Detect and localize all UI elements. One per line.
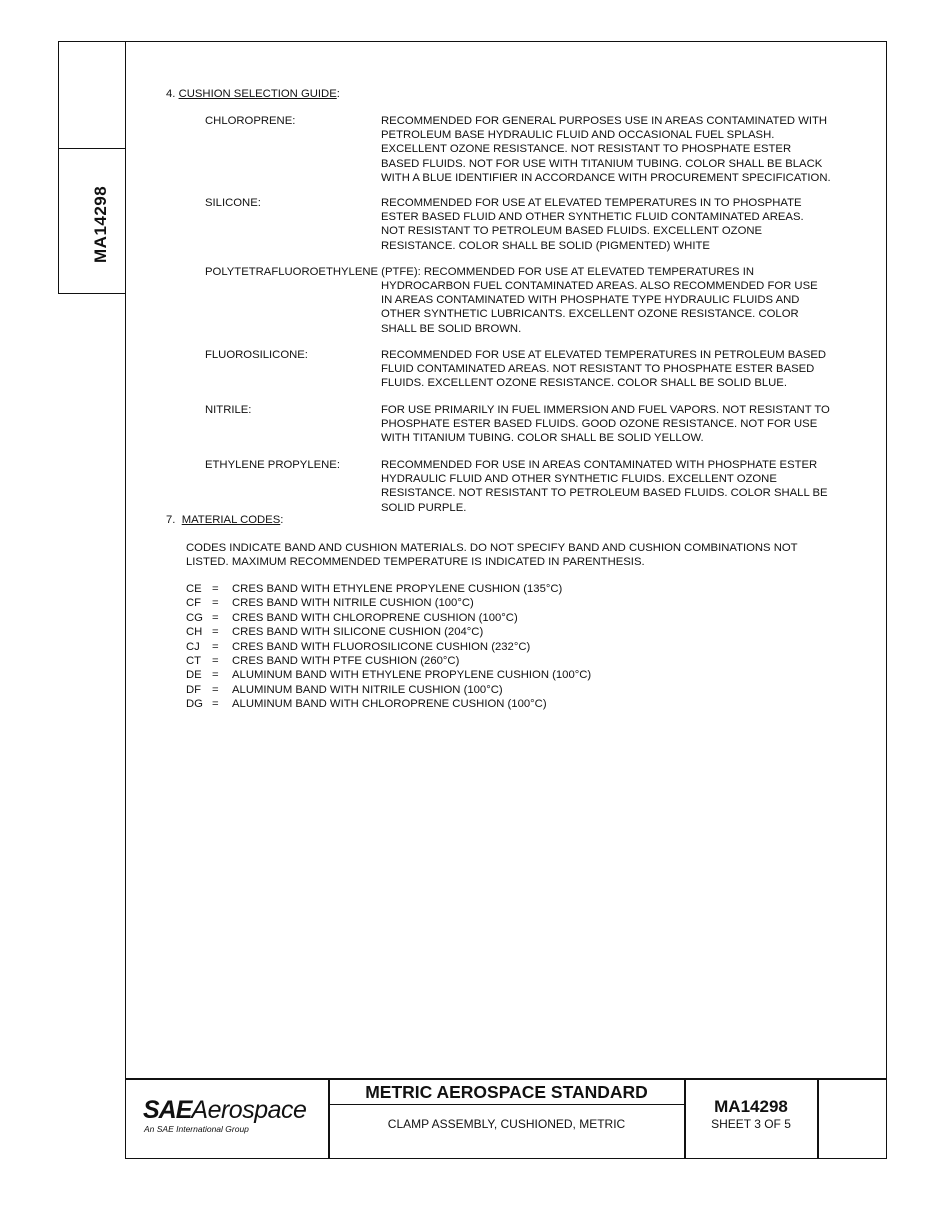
desc-line: SHALL BE SOLID BROWN.: [381, 322, 522, 335]
code-row: [186, 697, 591, 711]
section-7-number: 7.: [166, 514, 176, 526]
desc-line: FLUIDS. EXCELLENT OZONE RESISTANCE. COLOR SHALL BE SOLID BLUE.: [381, 377, 787, 390]
section-7-intro: [186, 541, 798, 569]
footer-top-rule: [125, 1078, 887, 1080]
intro-line: CODES INDICATE BAND AND CUSHION MATERIALS. DO NOT SPECIFY BAND AND CUSHION COMBINATIONS NOT: [186, 542, 798, 554]
desc-line: RECOMMENDED FOR GENERAL PURPOSES USE IN AREAS CONTAMINATED WITH: [381, 115, 828, 127]
code-row: [186, 683, 591, 697]
material-label-chloroprene: CHLOROPRENE:: [205, 115, 296, 127]
desc-line: RECOMMENDED FOR USE AT ELEVATED TEMPERATURES IN TO PHOSPHATE: [381, 197, 802, 209]
code-desc: CRES BAND WITH NITRILE CUSHION (100°C): [232, 597, 474, 610]
material-label-fluorosilicone: FLUOROSILICONE:: [205, 349, 308, 361]
section-7-title: MATERIAL CODES: [181, 514, 281, 526]
material-label-ethylene-propylene: ETHYLENE PROPYLENE:: [205, 459, 340, 471]
code: CF: [186, 597, 202, 610]
desc-line: RECOMMENDED FOR USE IN AREAS CONTAMINATED WITH PHOSPHATE ESTER: [381, 459, 818, 471]
code-row: [186, 625, 591, 639]
material-desc-silicone: [381, 196, 856, 253]
code-desc: ALUMINUM BAND WITH CHLOROPRENE CUSHION (100°C): [232, 698, 547, 711]
code-equals: =: [212, 683, 219, 696]
code-desc: CRES BAND WITH FLUOROSILICONE CUSHION (232°C): [232, 640, 531, 653]
section-4-heading: [166, 87, 340, 101]
code-desc: CRES BAND WITH PTFE CUSHION (260°C): [232, 655, 460, 668]
section-4-title: CUSHION SELECTION GUIDE: [178, 88, 337, 100]
desc-line: HYDROCARBON FUEL CONTAMINATED AREAS. ALSO RECOMMENDED FOR USE: [381, 280, 818, 292]
code-row: [186, 596, 591, 610]
document-title: CLAMP ASSEMBLY, CUSHIONED, METRIC: [387, 1117, 626, 1131]
desc-line: RESISTANCE. NOT RESISTANT TO PETROLEUM BASED FLUIDS. COLOR SHALL BE: [381, 487, 828, 500]
code-equals: =: [212, 655, 219, 668]
standard-title: METRIC AEROSPACE STANDARD: [365, 1082, 648, 1102]
code: CG: [186, 611, 203, 624]
desc-line: OTHER SYNTHETIC LUBRICANTS. EXCELLENT OZONE RESISTANCE. COLOR: [381, 308, 799, 321]
desc-line: PHOSPHATE ESTER BASED FLUIDS. GOOD OZONE RESISTANCE. NOT FOR USE: [381, 418, 818, 431]
material-desc-ethylene-propylene: [381, 458, 856, 515]
code-equals: =: [212, 597, 219, 610]
desc-line: BASED FLUIDS. NOT FOR USE WITH TITANIUM TUBING. COLOR SHALL BE BLACK: [381, 157, 823, 170]
footer-divider-3: [817, 1078, 819, 1159]
code-equals: =: [212, 669, 219, 682]
code: DF: [186, 683, 202, 696]
desc-line: RESISTANCE. COLOR SHALL BE SOLID (PIGMENTED) WHITE: [381, 239, 710, 252]
material-label-silicone: SILICONE:: [205, 197, 261, 209]
code-row: [186, 611, 591, 625]
section-7-heading: [166, 513, 283, 527]
section-4-number: 4.: [166, 88, 176, 100]
logo-tagline: An SAE International Group: [144, 1124, 249, 1134]
code: CT: [186, 655, 202, 668]
desc-line: SOLID PURPLE.: [381, 501, 467, 514]
section-4-colon: :: [336, 88, 340, 100]
desc-line: HYDRAULIC FLUID AND OTHER SYNTHETIC FLUIDS. EXCELLENT OZONE: [381, 473, 777, 486]
desc-line: PETROLEUM BASE HYDRAULIC FLUID AND OCCASIONAL FUEL SPLASH.: [381, 129, 775, 142]
code-desc: ALUMINUM BAND WITH ETHYLENE PROPYLENE CUSHION (100°C): [232, 669, 592, 682]
desc-line: FLUID CONTAMINATED AREAS. NOT RESISTANT TO PHOSPHATE ESTER BASED: [381, 363, 815, 376]
material-codes-list: [186, 582, 591, 712]
code-row: [186, 640, 591, 654]
desc-line: WITH A BLUE IDENTIFIER IN ACCORDANCE WITH PROCUREMENT SPECIFICATION.: [381, 171, 831, 184]
footer-title-rule: [328, 1104, 685, 1105]
desc-line: ESTER BASED FLUID AND OTHER SYNTHETIC FLUID CONTAMINATED AREAS.: [381, 211, 804, 224]
side-tab-doc-number: MA14298: [91, 185, 110, 263]
desc-line: NOT RESISTANT TO PETROLEUM BASED FLUIDS. EXCELLENT OZONE: [381, 225, 763, 238]
material-desc-nitrile: [381, 403, 871, 446]
section-7-colon: :: [280, 514, 284, 526]
code-equals: =: [212, 626, 219, 639]
code: DE: [186, 669, 202, 682]
code-equals: =: [212, 583, 219, 595]
material-label-ptfe: POLYTETRAFLUOROETHYLENE (PTFE): RECOMMENDED FOR USE AT ELEVATED TEMPERATURES IN: [205, 266, 755, 278]
desc-line: EXCELLENT OZONE RESISTANCE. NOT RESISTANT TO PHOSPHATE ESTER: [381, 143, 792, 156]
logo-sae-text: SAE: [143, 1096, 192, 1124]
desc-line: WITH TITANIUM TUBING. COLOR SHALL BE SOLID YELLOW.: [381, 432, 704, 445]
footer-doc-number: MA14298: [714, 1097, 788, 1116]
material-desc-ptfe: [381, 279, 856, 336]
code-row: [186, 582, 591, 596]
code: DG: [186, 698, 203, 711]
code: CJ: [186, 640, 200, 653]
desc-line: RECOMMENDED FOR USE AT ELEVATED TEMPERATURES IN PETROLEUM BASED: [381, 349, 827, 361]
footer-sheet-number: SHEET 3 OF 5: [711, 1117, 791, 1131]
logo-aerospace-text: Aerospace: [191, 1096, 307, 1124]
sae-aerospace-logo: [143, 1096, 307, 1134]
code: CE: [186, 583, 202, 595]
side-tab: [58, 41, 126, 294]
side-tab-divider: [59, 148, 126, 149]
intro-line: LISTED. MAXIMUM RECOMMENDED TEMPERATURE IS INDICATED IN PARENTHESIS.: [186, 556, 645, 569]
code-desc: CRES BAND WITH CHLOROPRENE CUSHION (100°C): [232, 611, 518, 624]
code-desc: ALUMINUM BAND WITH NITRILE CUSHION (100°C): [232, 683, 503, 696]
code-equals: =: [212, 611, 219, 624]
code-equals: =: [212, 698, 219, 711]
material-desc-fluorosilicone: [381, 348, 856, 391]
desc-line: IN AREAS CONTAMINATED WITH PHOSPHATE TYPE HYDRAULIC FLUIDS AND: [381, 294, 800, 307]
desc-line: FOR USE PRIMARILY IN FUEL IMMERSION AND FUEL VAPORS. NOT RESISTANT TO: [381, 404, 830, 416]
code-equals: =: [212, 640, 219, 653]
code-desc: CRES BAND WITH ETHYLENE PROPYLENE CUSHION (135°C): [232, 583, 563, 595]
code-desc: CRES BAND WITH SILICONE CUSHION (204°C): [232, 626, 484, 639]
material-label-nitrile: NITRILE:: [205, 404, 252, 416]
code-row: [186, 654, 591, 668]
code: CH: [186, 626, 203, 639]
material-desc-chloroprene: [381, 114, 856, 185]
code-row: [186, 668, 591, 682]
